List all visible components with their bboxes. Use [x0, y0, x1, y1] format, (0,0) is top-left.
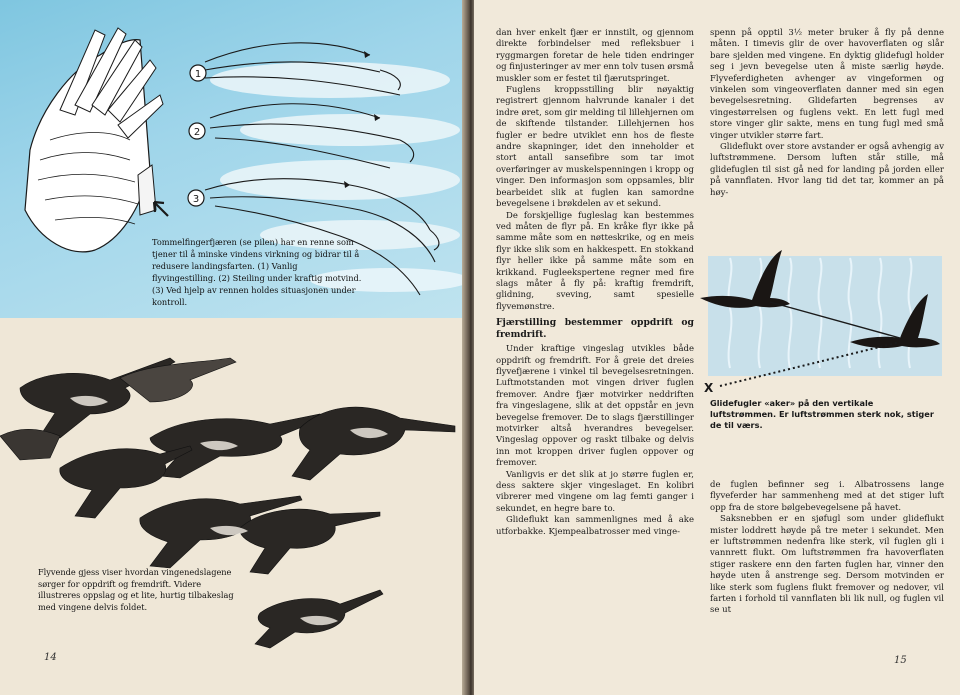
flow-label-3: 3: [192, 194, 200, 205]
geese-illustration-area: [0, 318, 466, 695]
glider-diagram: [700, 238, 950, 398]
glider-caption: Glidefugler «aker» på den vertikale luftstrømmen. Er luftstrømmen sterk nok, stiger de til værs.: [710, 398, 934, 430]
paragraph: spenn på opptil 3½ meter bruker å fly på denne måten. I timevis glir de over havoverflaten og slår bare sjelden med vingene. En dyktig glidefugl holder seg i jevn bevegelse uten å miste særlig høyde. Flyveferdigheten avhenger av vingeformen og vinkelen som vingeoverflaten danner med sin egen bevegelsesretning. Glidefarten begrenses av vingestørrelsen og fuglens vekt. En lett fugl med store vinger glir sakte, mens en tung fugl med små vinger utvikler større fart.: [710, 28, 944, 141]
text-column-1: [496, 28, 694, 538]
left-page: [0, 0, 466, 695]
wing-drawing: [25, 28, 163, 252]
paragraph: Glideflukt over store avstander er også avhengig av luftstrømmene. Dersom luften står stille, må glidefuglen til sist gå ned for landing på jorden eller på vannflaten. Hvor lang tid det tar, kommer an på høy-: [710, 142, 944, 198]
text-column-2-bottom: [710, 480, 944, 617]
page-number-right: 15: [894, 655, 907, 666]
geese-caption: Flyvende gjess viser hvordan vingenedslagene sørger for oppdrift og fremdrift. Videre illustreres oppslag og et lite, hurtig tilbakeslag med vingene delvis foldet.: [38, 567, 234, 612]
wing-illustration: [0, 0, 466, 318]
paragraph: Vanligvis er det slik at jo større fuglen er, dess saktere skjer vingeslaget. En kolibri vibrerer med vingene om lag femti ganger i sekundet, en hegre bare to.: [496, 469, 694, 514]
geese-photo: [0, 318, 466, 695]
paragraph: Fuglens kroppsstilling blir nøyaktig registrert gjennom halvrunde kanaler i det indre øret, som gir melding til lillehjernen om de skiftende tilstander. Lillehjernen hos fugler er bedre utviklet enn hos de fleste andre skapninger, idet den inneholder et stort antall sansefibre som tar imot overføringer av muskelspenningen i kropp og vinger. Den informasjon som oppsamles, blir bearbeidet slik at fuglen kan samordne bevegelsene i brøkdelen av et sekund.: [496, 85, 694, 210]
flow-label-2: 2: [193, 127, 201, 138]
wing-caption: Tommelfingerfjæren (se pilen) har en renne som tjener til å minske vindens virkning og bidrar til å redusere landingsfarten. (1) Vanlig flyvingestilling. (2) Steiling under kraftig motvind. (3) Ved hjelp av rennen holdes situasjonen under kontroll.: [152, 237, 362, 307]
right-page: [474, 0, 960, 695]
paragraph: Under kraftige vingeslag utvikles både oppdrift og fremdrift. For å greie det dreies flyvefjærene i vinkel til bevegelsesretningen. Luftmotstanden mot vingen driver fuglen fremover. Andre fjær motvirker neddriften fra vingeslagene, slik at det oppstår en jevn bevegelse fremover. De to slags fjærstillinger motvirker altså hverandres bevegelser. Vingeslag oppover og raskt tilbake og delvis inn mot kroppen driver fuglen oppover og fremover.: [496, 344, 694, 469]
page-number-left: 14: [44, 652, 57, 663]
paragraph: De forskjellige fugleslag kan bestemmes ved måten de flyr på. En kråke flyr ikke på samme måte som en nøtteskrike, og en meis flyr ikke slik som en hakkespett. En stokkand flyr heller ikke på samme måte som en krikkand. Fugleekspertene regner med fire slags måter å fly på: kraftig fremdrift, glidning, sveving, samt spesielle flyvemønstre.: [496, 210, 694, 312]
paragraph: Saksnebben er en sjøfugl som under glideflukt mister loddrett høyde på tre meter i sekundet. Men er luftstrømmen nedenfra like sterk, vil fuglen gli i vannrett flukt. Om luftstrømmen fra havoverflaten stiger raskere enn den farten fuglen har, vinner den høyde uten å anstrenge seg. Dersom motvinden er like sterk som fuglens flukt fremover og nedover, vil farten i forhold til vannflaten bli lik null, og fuglen vil se ut: [710, 514, 944, 616]
section-heading: Fjærstilling bestemmer oppdrift og fremdrift.: [496, 317, 694, 340]
paragraph: dan hver enkelt fjær er innstilt, og gjennom direkte forbindelser med refleksbuer i ryggmargen foretar de hele tiden endringer og finjusteringer av mer enn tolv tusen ørsmå muskler som er festet til fjærutspringet.: [496, 28, 694, 84]
paragraph: Glideflukt kan sammenlignes med å ake utforbakke. Kjempealbatrosser med vinge-: [496, 515, 694, 537]
flow-label-1: 1: [194, 69, 202, 80]
glider-figure: [700, 238, 950, 398]
figure-label-x: X: [704, 381, 714, 395]
text-column-2-top: [710, 28, 944, 199]
paragraph: de fuglen befinner seg i. Albatrossens lange flyveferder har sammenheng med at det stiger luft opp fra de store bølgebevegelsene på havet.: [710, 480, 944, 513]
